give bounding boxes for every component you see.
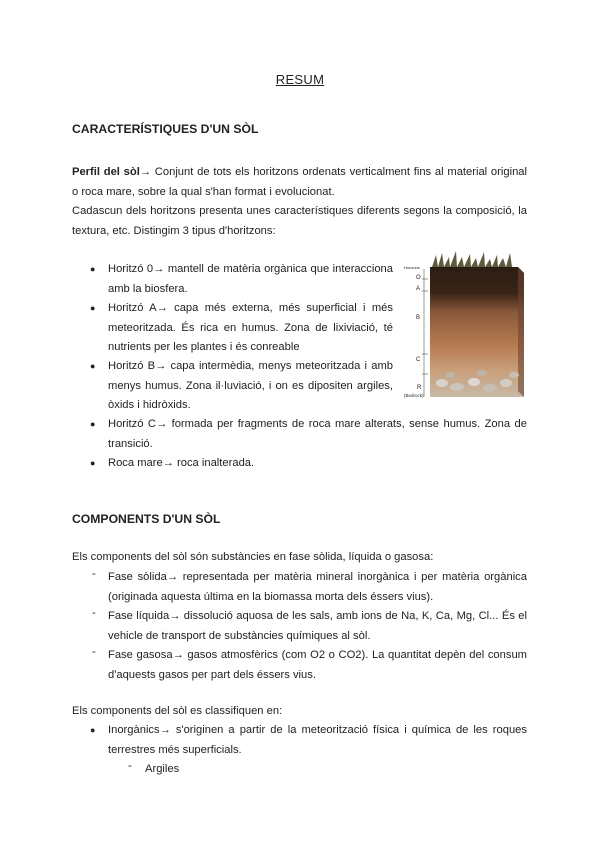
bullet-dot: ● bbox=[90, 458, 96, 468]
sub-item-clays: Argiles bbox=[145, 763, 180, 775]
dash-marker: - bbox=[92, 607, 96, 619]
label-horizons: Horizons bbox=[404, 265, 420, 270]
label-bedrock: (Bedrock) bbox=[404, 393, 424, 398]
label-r: R bbox=[417, 385, 422, 391]
profile-definition bbox=[72, 163, 527, 202]
components-intro: Els components del sòl són substàncies en fase sòlida, líquida o gasosa: bbox=[72, 551, 434, 563]
classification-intro: Els components del sòl es classifiquen en: bbox=[72, 705, 283, 717]
dash-marker: - bbox=[128, 760, 132, 772]
section-heading-characteristics: CARACTERÍSTIQUES D'UN SÒL bbox=[72, 122, 259, 136]
bullet-inorganic: Inorgànics→ s'originen a partir de la meteorització física i química de les roques terrestres més superficials. bbox=[108, 724, 527, 756]
page-title: RESUM bbox=[275, 72, 325, 87]
label-a: A bbox=[416, 286, 421, 292]
label-c: C bbox=[416, 357, 421, 363]
bullet-dot: ● bbox=[90, 725, 96, 735]
soil-profile-image bbox=[402, 249, 528, 404]
dash-marker: - bbox=[92, 646, 96, 658]
label-b: B bbox=[416, 315, 421, 321]
bullet-bedrock: Roca mare→ roca inalterada. bbox=[108, 457, 255, 469]
profile-term: Perfil del sòl bbox=[72, 166, 140, 178]
bullet-dot: ● bbox=[90, 303, 96, 313]
bullet-dot: ● bbox=[90, 264, 96, 274]
dash-marker: - bbox=[92, 568, 96, 580]
phase-solid: Fase sòlida→ representada per matèria mineral inorgànica i per matèria orgànica (originada aquesta última en la biomassa morta dels éssers vius). bbox=[108, 571, 527, 603]
bullet-horizon-c: Horitzó C→ formada per fragments de roca mare alterats, sense humus. Zona de transició. bbox=[108, 418, 527, 450]
bullet-horizon-a: Horitzó A→ capa més externa, més superficial i més meteoritzada. És rica en humus. Zona de lixiviació, té nutrients per les plantes i és conreable bbox=[108, 302, 393, 353]
phase-liquid: Fase líquida→ dissolució aquosa de les sals, amb ions de Na, K, Ca, Mg, Cl... És el vehicle de transport de substàncies químiques al sòl. bbox=[108, 610, 527, 642]
phase-gas: Fase gasosa→ gasos atmosfèrics (com O2 o CO2). La quantitat depèn del consum d'aquests gasos per part dels éssers vius. bbox=[108, 649, 527, 681]
bullet-horizon-0: Horitzó 0→ mantell de matèria orgànica que interacciona amb la biosfera. bbox=[108, 263, 393, 295]
profile-text: → Conjunt de tots els horitzons ordenats verticalment fins al material original o roca mare, sobre la qual s'han format i evolucionat. bbox=[72, 166, 527, 198]
bullet-horizon-b: Horitzó B→ capa intermèdia, menys meteoritzada i amb menys humus. Zona il·luviació, i on es dipositen argiles, òxids i hidròxids. bbox=[108, 360, 393, 411]
bullet-dot: ● bbox=[90, 361, 96, 371]
bullet-dot: ● bbox=[90, 419, 96, 429]
label-o: O bbox=[416, 275, 421, 281]
section-heading-components: COMPONENTS D'UN SÒL bbox=[72, 512, 221, 526]
horizons-intro: Cadascun dels horitzons presenta unes característiques diferents segons la composició, la textura, etc. Distingim 3 tipus d'horitzons: bbox=[72, 205, 527, 237]
